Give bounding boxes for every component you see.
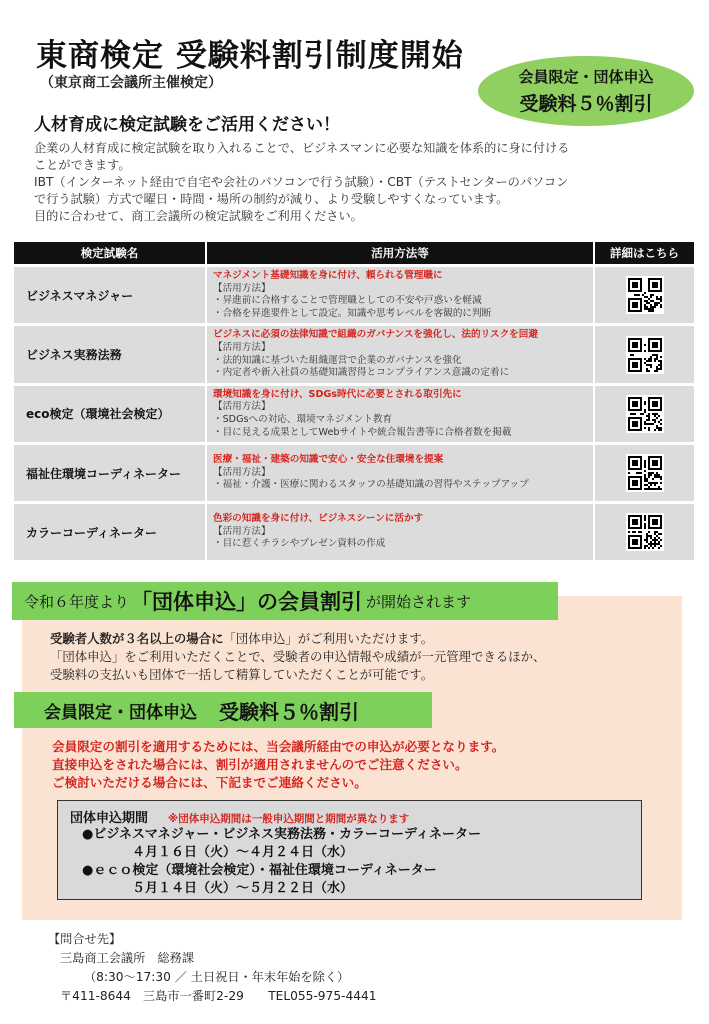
exam-usage — [207, 386, 595, 442]
badge-line2: 受験料５％割引 — [519, 93, 653, 115]
contact-hours: （8:30～17:30 ／ 土日祝日・年末年始を除く） — [84, 970, 350, 984]
usage-label: 【活用方法】 — [213, 341, 271, 353]
intro-line: IBT（インターネット経由で自宅や会社のパソコンで行う試験）・CBT（テストセンターのパソコン — [34, 175, 569, 189]
qr-code-graphic — [628, 397, 662, 431]
usage-label: 【活用方法】 — [213, 466, 271, 478]
period-group: ●ビジネスマネジャー・ビジネス実務法務・カラーコーディネーター — [82, 827, 482, 842]
table-row — [14, 504, 694, 560]
usage-lead: 環境知識を身に付け、SDGs時代に必要とされる取引先に — [213, 388, 462, 400]
exam-name: カラーコーディネーター — [14, 504, 207, 560]
qr-code-graphic — [628, 456, 662, 490]
banner2-left: 会員限定・団体申込 — [44, 702, 197, 723]
exam-usage — [207, 504, 595, 560]
header-details: 詳細はこちら — [595, 242, 694, 264]
member-discount-banner — [14, 692, 432, 728]
intro-line: 目的に合わせて、商工会議所の検定試験をご利用ください。 — [34, 209, 363, 223]
banner2-right: 受験料５％割引 — [219, 699, 359, 724]
header-usage: 活用方法等 — [207, 242, 595, 264]
intro-text — [34, 140, 684, 225]
qr-cell[interactable] — [595, 504, 694, 560]
qr-cell[interactable] — [595, 386, 694, 442]
discount-badge — [478, 56, 694, 126]
group-line: 「団体申込」をご利用いただくことで、受験者の申込情報や成績が一元管理できるほか、 — [50, 649, 546, 664]
section-heading: 人材育成に検定試験をご活用ください！ — [34, 115, 340, 135]
usage-item: ・目に惹くチラシやプレゼン資料の作成 — [213, 538, 386, 550]
banner-post: が開始されます — [366, 592, 472, 611]
group-line1-rest: 「団体申込」がご利用いただけます。 — [223, 631, 434, 646]
period-group: ●ｅｃｏ検定（環境社会検定）・福祉住環境コーディネーター — [82, 863, 437, 878]
table-row — [14, 267, 694, 323]
exam-usage — [207, 326, 595, 382]
notice-line: 直接申込をされた場合には、割引が適用されませんのでご注意ください。 — [52, 757, 468, 772]
badge-line1: 会員限定・団体申込 — [518, 68, 654, 86]
group-line: 受験料の支払いも団体で一括して精算していただくことが可能です。 — [50, 667, 434, 682]
contact-label: 【問合せ先】 — [48, 932, 122, 946]
exam-usage — [207, 267, 595, 323]
notice-text — [52, 738, 504, 792]
qr-code-graphic — [628, 338, 662, 372]
table-row — [14, 326, 694, 382]
usage-item: ・福祉・介護・医療に関わるスタッフの基礎知識の習得やステップアップ — [213, 479, 529, 491]
notice-line: 会員限定の割引を適用するためには、当会議所経由での申込が必要となります。 — [52, 739, 505, 754]
qr-cell[interactable] — [595, 267, 694, 323]
header-exam-name: 検定試験名 — [14, 242, 207, 264]
period-note: ※団体申込期間は一般申込期間と期間が異なります — [168, 813, 410, 825]
usage-lead: 医療・福祉・建築の知識で安心・安全な住環境を提案 — [213, 454, 444, 466]
notice-line: ご検討いただける場合には、下記までご連絡ください。 — [52, 775, 367, 790]
intro-line: 企業の人材育成に検定試験を取り入れることで、ビジネスマンに必要な知識を体系的に身に付ける — [34, 141, 570, 155]
period-title: 団体申込期間 — [70, 811, 149, 826]
application-period-box — [57, 800, 642, 900]
page-subtitle: （東京商工会議所主催検定） — [40, 75, 222, 91]
qr-code-icon[interactable] — [626, 454, 664, 492]
group-line — [50, 630, 670, 648]
exam-name: ビジネスマネジャー — [14, 267, 207, 323]
usage-item: ・法的知識に基づいた組織運営で企業のガバナンスを強化 — [213, 354, 462, 366]
qr-cell[interactable] — [595, 326, 694, 382]
usage-lead: 色彩の知識を身に付け、ビジネスシーンに活かす — [213, 513, 424, 525]
table-row — [14, 445, 694, 501]
usage-item: ・合格を昇進要件として設定。知識や思考レベルを客観的に判断 — [213, 307, 492, 319]
intro-line: ことができます。 — [34, 158, 131, 172]
exam-table — [14, 239, 694, 563]
table-header-row — [14, 242, 694, 264]
group-discount-banner — [12, 582, 558, 620]
intro-line: で行う試験）方式で曜日・時間・場所の制約が減り、より受験しやすくなっています。 — [34, 192, 509, 206]
contact-info — [48, 930, 376, 1006]
qr-code-icon[interactable] — [626, 513, 664, 551]
usage-label: 【活用方法】 — [213, 525, 271, 537]
exam-usage — [207, 445, 595, 501]
usage-lead: ビジネスに必須の法律知識で組織のガバナンスを強化し、法的リスクを回避 — [213, 329, 538, 341]
period-header — [70, 807, 641, 826]
exam-name: 福祉住環境コーディネーター — [14, 445, 207, 501]
usage-item: ・内定者や新入社員の基礎知識習得とコンプライアンス意識の定着に — [213, 367, 510, 379]
group-description — [50, 630, 670, 684]
qr-code-icon[interactable] — [626, 395, 664, 433]
qr-cell[interactable] — [595, 445, 694, 501]
banner-highlight: 「団体申込」の会員割引 — [131, 590, 363, 614]
contact-address: 〒411-8644 三島市一番町2-29 TEL055-975-4441 — [60, 989, 377, 1003]
qr-code-graphic — [628, 515, 662, 549]
banner-pre: 令和６年度より — [24, 592, 130, 611]
period-dates: ４月１６日（火）～４月２４日（水） — [132, 845, 354, 860]
group-line1-bold: 受験者人数が３名以上の場合に — [50, 631, 224, 646]
usage-item: ・目に見える成果としてWebサイトや統合報告書等に合格者数を掲載 — [213, 426, 512, 438]
usage-item: ・SDGsへの対応、環境マネジメント教育 — [213, 413, 393, 425]
page-title: 東商検定 受験料割引制度開始 — [36, 38, 464, 74]
usage-lead: マネジメント基礎知識を身に付け、頼られる管理職に — [213, 270, 443, 281]
qr-code-icon[interactable] — [626, 276, 664, 314]
qr-code-icon[interactable] — [626, 336, 664, 374]
contact-org: 三島商工会議所 総務課 — [60, 951, 195, 965]
usage-label: 【活用方法】 — [213, 282, 271, 294]
exam-name: eco検定（環境社会検定） — [14, 386, 207, 442]
exam-name: ビジネス実務法務 — [14, 326, 207, 382]
table-row — [14, 386, 694, 442]
usage-label: 【活用方法】 — [213, 401, 271, 413]
qr-code-graphic — [628, 278, 662, 312]
usage-item: ・昇進前に合格することで管理職としての不安や戸惑いを軽減 — [213, 295, 482, 307]
period-dates: ５月１４日（火）～５月２２日（水） — [132, 881, 354, 896]
